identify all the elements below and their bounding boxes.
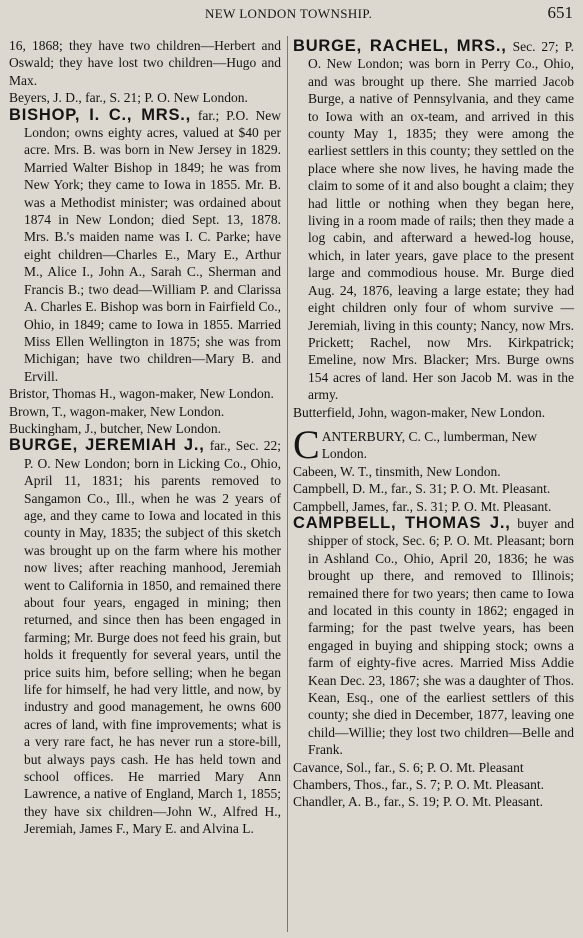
running-title: NEW LONDON TOWNSHIP. bbox=[205, 6, 373, 21]
entry-campbell-thomas bbox=[293, 515, 574, 759]
entry-bristor: Bristor, Thomas H., wagon-maker, New London. bbox=[9, 386, 274, 402]
entry-bishop-text: far.; P.O. New London; owns eighty acres, valued at $40 per acre. Mrs. B. was born in New Jersey in 1829. Married Walter Bishop in 1849; he was from New York; they came to Iowa in 1855. Mr. B. was a Methodist minister; was ordained about 1874 in New London; died Sept. 13, 1878. Mrs. B.'s maiden name was I. C. Parke; have eight children—Charles E., Mary E., Arthur M., Alice I., John A., Sarah C., Sherman and Francis B.; two dead—William P. and Clarissa A. Charles E. Bishop was born in Fairfield Co., Ohio, in 1849; came to Iowa in 1855. Married Miss Ellen Wellington in 1875; she was from Michigan; have two children—Mary B. and Ervill. bbox=[24, 107, 281, 384]
entry-burge-rachel-text: Sec. 27; P. O. New London; was born in Perry Co., Ohio, and was brought up there. She married Jacob Burge, a native of Pennsylvania, and they came to Iowa with an ox-team, and arrived in this county May 1, 1835; they were among the earliest settlers in this county; they settled on the place where she now lives, he having made the claim to some of it and also bought a claim; they had little or nothing when they began here, living in a room made of rails; then they made a log cabin, and afterward a hewed-log house, which, in later years, gave place to the present large and commodious house. Mr. Burge died Aug. 24, 1876, leaving a large estate; they had eight children only four of whom survive — Jeremiah, living in this county; Nancy, now Mrs. Prickett; Rachel, now Mrs. Kirkpatrick; Emeline, now Mrs. Blacker; Mrs. Burge owns 154 acres of land. Her son Jacob M. was in the army. bbox=[308, 39, 574, 403]
left-column bbox=[9, 37, 281, 838]
entry-campbell-thomas-name: CAMPBELL, THOMAS J., bbox=[293, 513, 511, 532]
entry-canterbury-text: ANTERBURY, C. C., lumberman, New London. bbox=[321, 428, 538, 462]
entry-burge-rachel-name: BURGE, RACHEL, MRS., bbox=[293, 37, 507, 55]
drop-cap-letter: C bbox=[293, 426, 320, 463]
right-column bbox=[293, 38, 574, 811]
entry-bishop bbox=[9, 107, 281, 386]
entry-canterbury bbox=[293, 427, 574, 463]
entry-chandler: Chandler, A. B., far., S. 19; P. O. Mt. Pleasant. bbox=[293, 794, 543, 810]
continued-entry: 16, 1868; they have two children—Herbert and Oswald; they have lost two children—Hugo and Max. bbox=[9, 38, 281, 88]
entry-campbell-james: Campbell, James, far., S. 31; P. O. Mt. Pleasant. bbox=[293, 498, 552, 514]
entry-buckingham: Buckingham, J., butcher, New London. bbox=[9, 420, 222, 436]
entry-butterfield: Butterfield, John, wagon-maker, New London. bbox=[293, 404, 546, 420]
entry-bishop-name: BISHOP, I. C., MRS., bbox=[9, 105, 192, 124]
entry-burge-jeremiah bbox=[9, 437, 281, 837]
column-divider bbox=[287, 36, 288, 932]
entry-burge-jeremiah-name: BURGE, JEREMIAH J., bbox=[9, 436, 205, 455]
page-header bbox=[0, 4, 583, 24]
entry-campbell-dm: Campbell, D. M., far., S. 31; P. O. Mt. Pleasant. bbox=[293, 481, 551, 497]
entry-cabeen: Cabeen, W. T., tinsmith, New London. bbox=[293, 463, 501, 479]
page-number: 651 bbox=[547, 3, 573, 22]
entry-burge-jeremiah-text: far., Sec. 22; P. O. New London; born in Licking Co., Ohio, April 11, 1831; his parents removed to Sangamon Co., Ill., when he was 2 years of age, and they came to Iowa and located in this county in May, 1835; the subject of this sketch was brought up on the farm where his mother now lives; after reaching manhood, Jeremiah went to California in 1850, and remained there about four years, engaged in mining; then returned, and since then has been engaged in farming; Mr. Burge does not feed his grain, but holds it frequently for several years, until the price suits him, before selling; when he began life for himself, he had very little, and now, by industry and good management, he owns 600 acres of land, with fine improvements; what is a very rare fact, he has never run a store-bill, but always pays cash. He has held town and school offices. He married Mary Ann Lawrence, a native of England, March 1, 1855; they have six children—John W., Alfred H., Jeremiah, James F., Mary E. and Alvina L. bbox=[24, 438, 281, 837]
entry-beyers: Beyers, J. D., far., S. 21; P. O. New London. bbox=[9, 90, 248, 106]
entry-burge-rachel bbox=[293, 38, 574, 404]
entry-chambers: Chambers, Thos., far., S. 7; P. O. Mt. Pleasant. bbox=[293, 777, 544, 793]
entry-brown: Brown, T., wagon-maker, New London. bbox=[9, 403, 225, 419]
entry-campbell-thomas-text: buyer and shipper of stock, Sec. 6; P. O. Mt. Pleasant; born in Ashland Co., Ohio, April 20, 1836; he was brought up there, and removed to Illinois; remained there for two years; then came to Iowa and located in this county in 1862; engaged in farming; for the past twelve years, has been engaged in buying and shipping stock; owns a farm of eighty-five acres. Married Miss Addie Kean Dec. 23, 1867; she was a daughter of Thos. Kean, Esq., one of the earliest settlers of this county; she died in December, 1877, leaving one child—Willie; they lost two children—Belle and Frank. bbox=[308, 515, 574, 758]
entry-cavance: Cavance, Sol., far., S. 6; P. O. Mt. Pleasant bbox=[293, 759, 524, 775]
